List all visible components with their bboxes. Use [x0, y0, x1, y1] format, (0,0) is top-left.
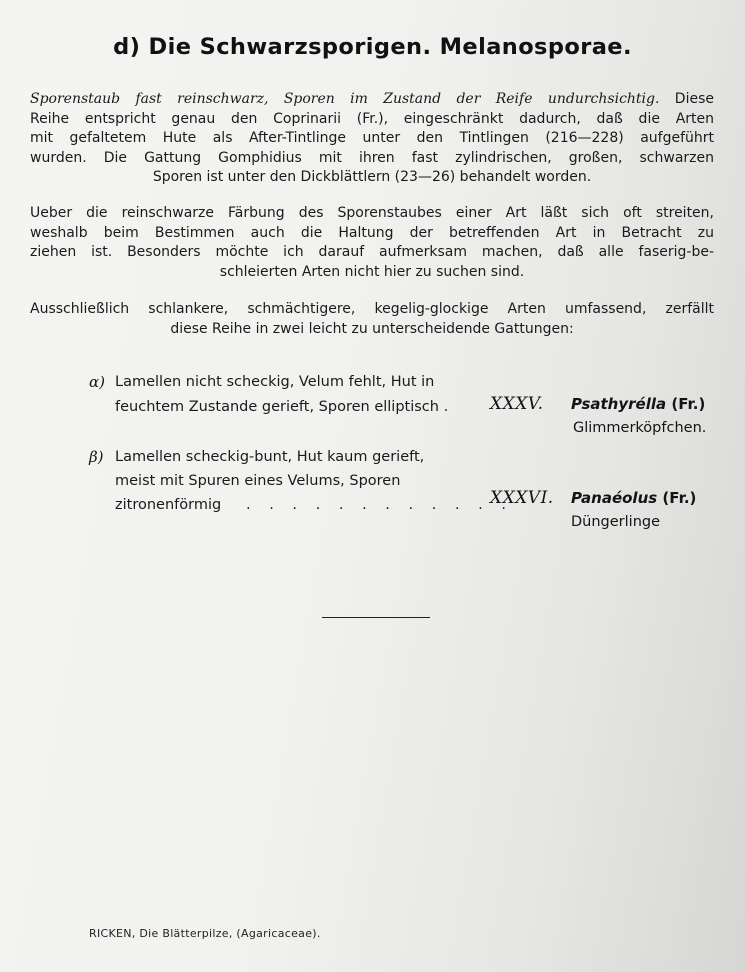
genus-name-panaeolus: Panaéolus: [571, 489, 658, 507]
intro-line-1-rest: Diese: [674, 91, 714, 107]
spore-line-2: weshalb beim Bestimmen auch die Haltung der betreffenden Art in Betracht zu: [30, 224, 714, 241]
intro-line-5: Sporen ist unter den Dickblättlern (23—26) behandelt worden.: [152, 169, 592, 185]
intro-paragraph: [30, 90, 714, 188]
genus-authority-panaeolus: (Fr.): [662, 489, 697, 507]
key-alpha-line-2: feuchtem Zustande gerieft, Sporen elliptisch .: [115, 399, 449, 415]
spore-line-1: Ueber die reinschwarze Färbung des Sporenstaubes einer Art läßt sich oft streiten,: [30, 205, 714, 221]
common-name-duengerlinge: Düngerlinge: [571, 514, 661, 530]
spore-line-3: ziehen ist. Besonders möchte ich darauf aufmerksam machen, daß alle faserig-be-: [30, 244, 714, 260]
leader-dots: . . . . . . . . . . . .: [246, 497, 514, 513]
key-marker-alpha: α): [89, 373, 105, 391]
key-beta-line-1: Lamellen scheckig-bunt, Hut kaum gerieft,: [115, 449, 425, 465]
genera-intro-paragraph: [30, 300, 714, 339]
spore-color-paragraph: [30, 204, 714, 282]
genus-psathyrella: [571, 395, 705, 413]
intro-line-3: mit gefaltetem Hute als After-Tintlinge unter den Tintlingen (216—228) aufgeführt: [30, 130, 714, 146]
genus-panaeolus: [571, 489, 696, 507]
genus-name-psathyrella: Psathyrélla: [571, 395, 667, 413]
key-marker-beta: β): [89, 448, 104, 466]
genera-line-2: diese Reihe in zwei leicht zu unterscheidende Gattungen:: [170, 320, 574, 337]
genera-line-1: Ausschließlich schlankere, schmächtigere, kegelig-glockige Arten umfassend, zerfällt: [30, 301, 714, 317]
section-divider: [322, 617, 430, 618]
key-beta-line-2: meist mit Spuren eines Velums, Sporen: [115, 473, 401, 489]
key-beta-line-3: zitronenförmig: [115, 497, 222, 513]
intro-line-1: [30, 90, 714, 110]
genus-numeral-35: XXXV.: [490, 394, 544, 414]
intro-italic-sentence: Sporenstaub fast reinschwarz, Sporen im Zustand der Reife undurchsichtig.: [30, 91, 660, 107]
spore-line-4: schleierten Arten nicht hier zu suchen sind.: [219, 263, 525, 280]
common-name-glimmerkoepfchen: Glimmerköpfchen.: [573, 420, 707, 436]
genus-authority-psathyrella: (Fr.): [671, 395, 706, 413]
intro-line-4: wurden. Die Gattung Gomphidius mit ihren fast zylindrischen, großen, schwarzen: [30, 149, 714, 166]
section-heading: d) Die Schwarzsporigen. Melanosporae.: [113, 34, 632, 60]
genus-numeral-36: XXXVI.: [490, 488, 554, 508]
page-footer: RICKEN, Die Blätterpilze, (Agaricaceae).: [89, 927, 321, 940]
intro-line-2: Reihe entspricht genau den Coprinarii (Fr.), eingeschränkt dadurch, daß die Arten: [30, 110, 714, 127]
key-alpha-line-1: Lamellen nicht scheckig, Velum fehlt, Hut in: [115, 374, 435, 390]
